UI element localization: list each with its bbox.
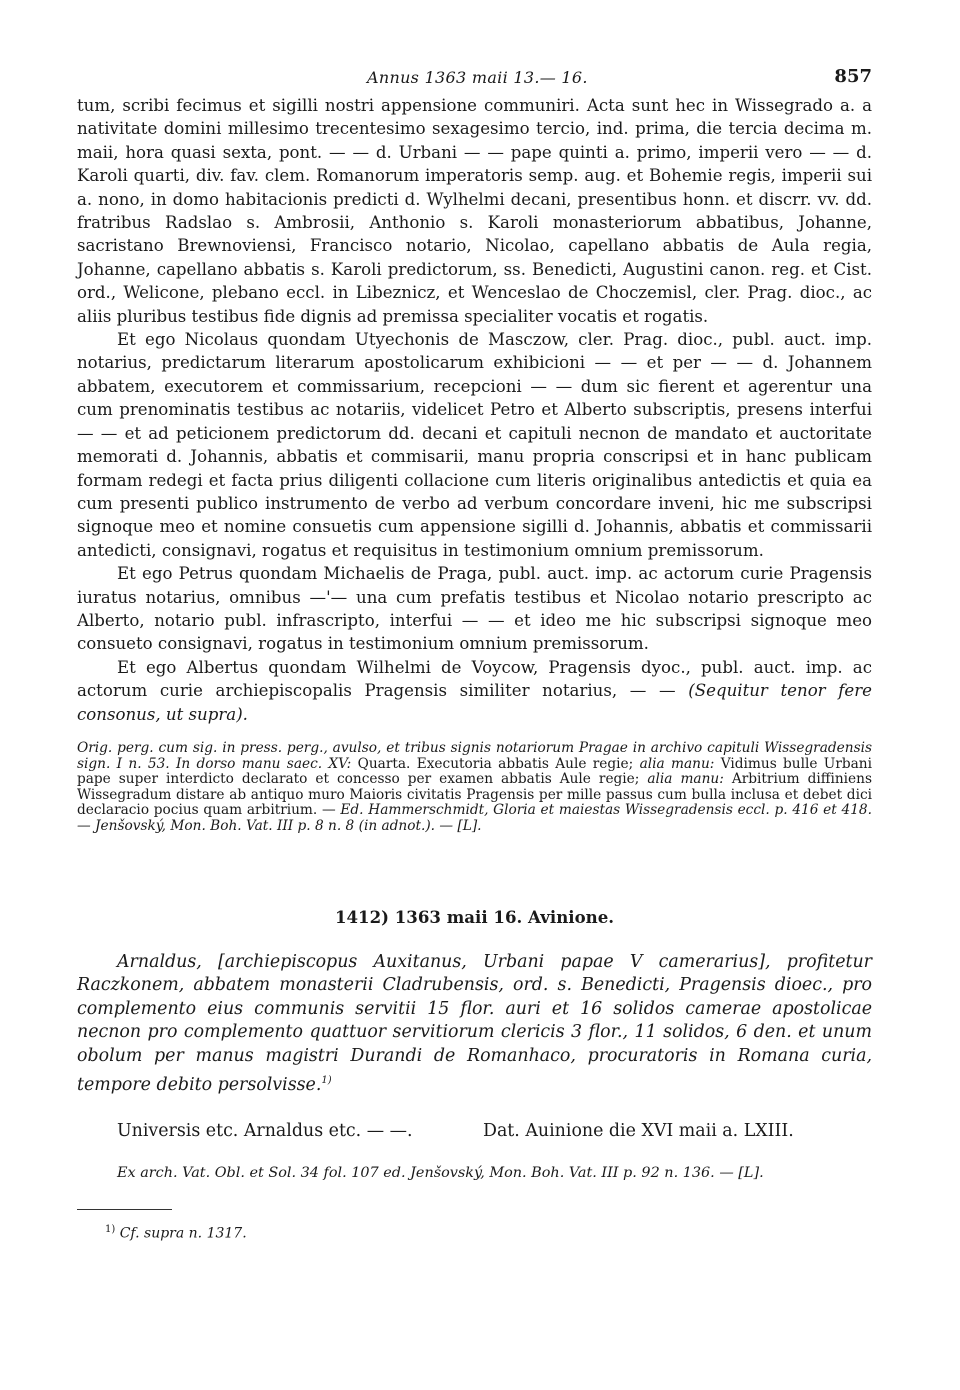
- paragraph-4: [77, 656, 872, 726]
- note-part-7: Ed. Hammerschmidt, Gloria et maiestas Wissegradensis eccl. p. 416 et 418. — Jenšovský, Mon. Boh. Vat. III p. 8 n. 8 (in adnot.). — [L].: [77, 802, 872, 834]
- charter-text: [77, 94, 872, 726]
- formula-date: Dat. Auinione die XVI maii a. LXIII.: [483, 1120, 794, 1141]
- paragraph-2: Et ego Nicolaus quondam Utyechonis de Masczow, cler. Prag. dioc., publ. auct. imp. notarius, predictarum literarum apostolicarum exhibicioni — — et per — — d. Johannem abbatem, executorem et commissarium, recepcioni — — dum sic fierent et agerentur una cum prenominatis testibus ac notariis, videlicet Petro et Alberto subscriptis, presens interfui — — et ad peticionem predictorum dd. decani et capituli necnon de mandato et auctoritate memorati d. Johannis, abbatis et commisarii, manu propria conscripsi et in hanc publicam formam redegi et facta prius diligenti collacione cum literis originalibus antedictis et quia ea cum presenti publico instrumento de verbo ad verbum concordare inveni, hic me subscripsi signoque meo et nomine consuetis cum appensione sigilli d. Johannis, abbatis et commissarii antedicti, consignavi, rogatus et requisitus in testimonium omnium premissorum.: [77, 330, 872, 560]
- note-part-2: Quarta. Executoria abbatis Aule regie;: [357, 755, 634, 772]
- running-title: Annus 1363 maii 13.— 16.: [367, 68, 588, 87]
- formula-left: Universis etc. Arnaldus etc. — —.: [117, 1120, 413, 1141]
- note-part-1: Orig. perg. cum sig. in press. perg., avulso, et tribus signis notariorum Pragae in archivo capituli Wissegradensis sign. I n. 53. In dorso manu saec. XV:: [77, 739, 872, 772]
- footnote-divider: [77, 1209, 172, 1210]
- note-part-3: alia manu:: [639, 755, 715, 772]
- note-part-4: Vidimus bulle Urbani pape super interdicto declarato et concesso per examen abbatis Aule regie;: [77, 755, 873, 788]
- regest-footnote-mark: 1): [321, 1074, 332, 1086]
- paragraph-4-italic: (Sequitur tenor fere consonus, ut supra).: [77, 681, 872, 724]
- page-header: [77, 66, 872, 94]
- document-page: [77, 66, 872, 1242]
- paragraph-1: tum, scribi fecimus et sigilli nostri appensione communiri. Acta sunt hec in Wissegrado a. a nativitate domini millesimo trecentesimo sexagesimo tercio, ind. prima, die tercia decima m. maii, hora quasi sexta, pont. — — d. Urbani — — pape quinti a. primo, imperii vero — — d. Karoli quarti, div. fav. clem. Romanorum imperatoris semp. aug. et Bohemie regis, imperii sui a. nono, in domo habitacionis predicti d. Wylhelmi decani, presentibus honn. et discrr. vv. dd. fratribus Radslao s. Ambrosii, Anthonio s. Karoli monasteriorum abbatibus, Johanne, sacristano Brewnoviensi, Francisco notario, Nicolao, capellano abbatis de Aula regia, Johanne, capellano abbatis s. Karoli predictorum, ss. Benedicti, Augustini canon. reg. et Cist. ord., Welicone, plebano eccl. in Libeznicz, et Wenceslao de Choczemisl, cler. Prag. dioc., ac aliis pluribus testibus fide dignis ad premissa specialiter vocatis et rogatis.: [77, 96, 872, 326]
- source-note: Ex arch. Vat. Obl. et Sol. 34 fol. 107 ed. Jenšovský, Mon. Boh. Vat. III p. 92 n. 136. — [L].: [117, 1164, 764, 1181]
- paragraph-4-text: Et ego Albertus quondam Wilhelmi de Voycow, Pragensis dyoc., publ. auct. imp. ac actorum curie archiepiscopalis Pragensis similiter notarius, — —: [77, 657, 872, 701]
- paragraph-3: Et ego Petrus quondam Michaelis de Praga, publ. auct. imp. ac actorum curie Pragensis iuratus notarius, omnibus —'— una cum prefatis testibus et Nicolao notario prescripto ac Alberto, notario publ. infrascripto, interfui — — et ideo me hic subscripsi signoque meo consueto consignavi, rogatus in testimonium omnium premissorum.: [77, 564, 872, 654]
- page-number: 857: [834, 66, 872, 87]
- archival-note: [77, 741, 872, 835]
- entry-title: 1412) 1363 maii 16. Avinione.: [334, 906, 615, 927]
- footnote-text: Cf. supra n. 1317.: [119, 1225, 247, 1242]
- footnote: [77, 1224, 872, 1242]
- regest-body: Arnaldus, [archiepiscopus Auxitanus, Urbani papae V camerarius], profitetur Raczkonem, abbatem monasterii Cladrubensis, ord. s. Benedicti, Pragensis dioec., pro complemento eius communis servitii 15 flor. auri et 16 solidos camerae apostolicae necnon pro complemento quattuor servitiorum clericis 3 flor., 11 solidos, 6 den. et unum obolum per manus magistri Durandi de Romanhaco, procuratoris in Romana curia, tempore debito persolvisse.: [77, 951, 872, 1095]
- note-part-5: alia manu:: [647, 771, 724, 788]
- note-part-6: Arbitrium diffiniens Wissegradum distare ab antiquo muro Maioris civitatis Pragensis per mille passus cum bulla inclusa et debet dici declaracio pocius quam arbitrium. —: [77, 771, 872, 819]
- formula-line: [77, 1121, 872, 1145]
- footnote-mark: 1): [105, 1223, 116, 1235]
- regest-text: [77, 951, 872, 1097]
